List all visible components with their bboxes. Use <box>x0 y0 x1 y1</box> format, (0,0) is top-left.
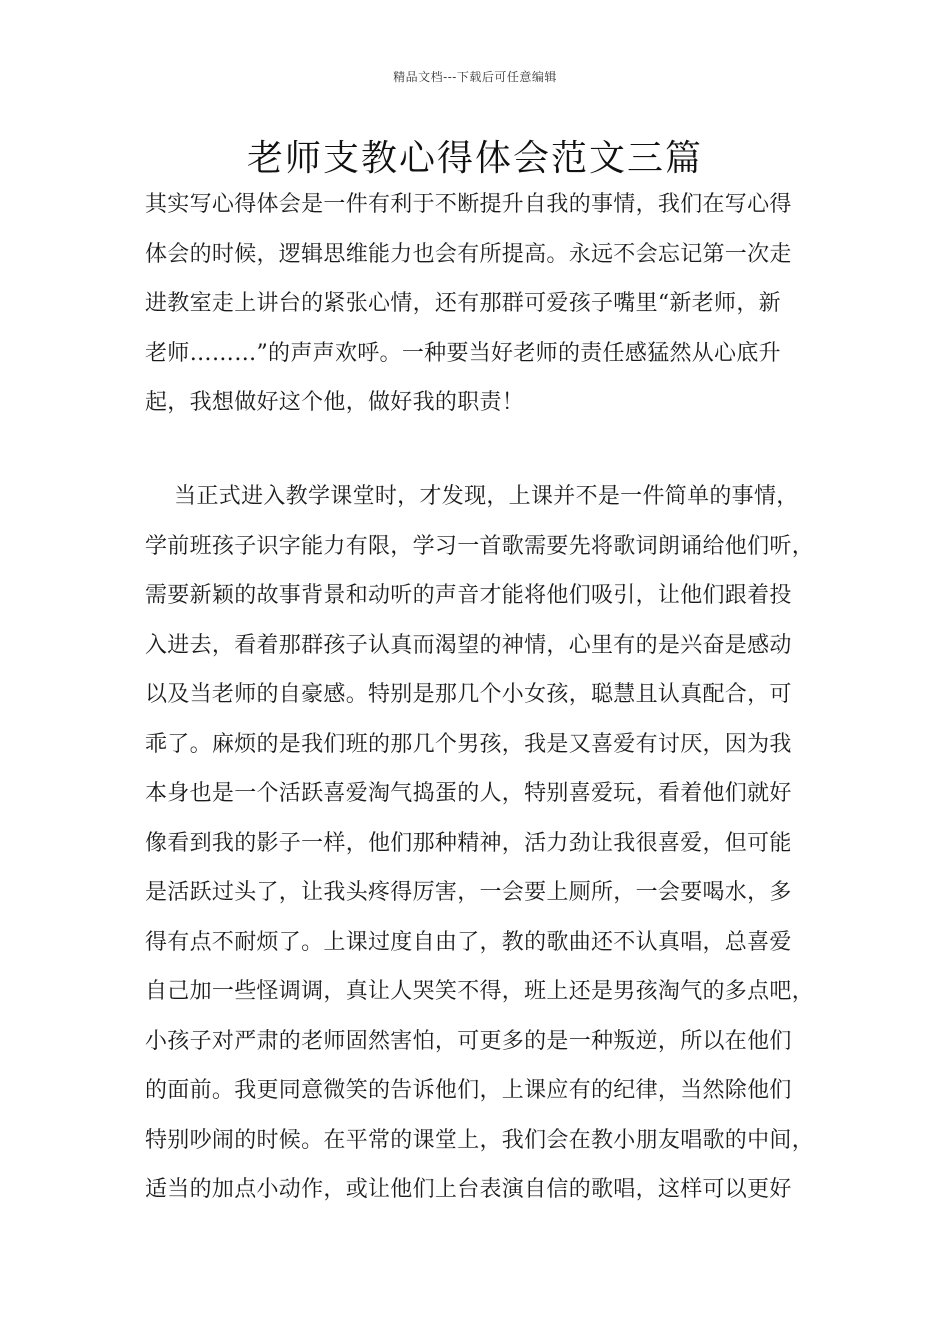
text-line: 得有点不耐烦了。上课过度自由了，教的歌曲还不认真唱，总喜爱 <box>145 929 792 955</box>
header-note: 精品文档---下载后可任意编辑 <box>393 70 557 84</box>
text-line: 起，我想做好这个他，做好我的职责！ <box>145 390 525 415</box>
text-line: 的面前。我更同意微笑的告诉他们，上课应有的纪律，当然除他们 <box>145 1078 792 1103</box>
text-line: 本身也是一个活跃喜爱淘气捣蛋的人，特别喜爱玩，看着他们就好 <box>145 781 792 806</box>
text-line: 老师………”的声声欢呼。一种要当好老师的责任感猛然从心底升 <box>145 340 781 366</box>
text-line: 以及当老师的自豪感。特别是那几个小女孩，聪慧且认真配合，可 <box>145 682 792 707</box>
document-title: 老师支教心得体会范文三篇 <box>246 138 703 179</box>
text-line: 是活跃过头了，让我头疼得厉害，一会要上厕所，一会要喝水，多 <box>145 880 792 905</box>
text-line: 入进去，看着那群孩子认真而渴望的神情，心里有的是兴奋是感动 <box>145 632 792 658</box>
text-line: 适当的加点小动作，或让他们上台表演自信的歌唱，这样可以更好 <box>145 1177 792 1202</box>
paragraph-1 <box>145 180 835 428</box>
text-line: 需要新颖的故事背景和动听的声音才能将他们吸引，让他们跟着投 <box>145 583 792 608</box>
text-line: 像看到我的影子一样，他们那种精神，活力劲让我很喜爱，但可能 <box>145 830 792 856</box>
text-line: 体会的时候，逻辑思维能力也会有所提高。永远不会忘记第一次走 <box>145 241 792 267</box>
text-line: 特别吵闹的时候。在平常的课堂上，我们会在教小朋友唱歌的中间， <box>145 1127 815 1153</box>
text-line: 进教室走上讲台的紧张心情，还有那群可爱孩子嘴里“新老师，新 <box>145 291 781 316</box>
text-line: 自己加一些怪调调，真让人哭笑不得，班上还是男孩淘气的多点吧， <box>145 979 815 1004</box>
text-line: 学前班孩子识字能力有限，学习一首歌需要先将歌词朗诵给他们听， <box>145 533 815 559</box>
paragraph-2 <box>145 472 835 1215</box>
text-line: 当正式进入教学课堂时，才发现，上课并不是一件简单的事情， <box>145 484 799 509</box>
text-line: 其实写心得体会是一件有利于不断提升自我的事情，我们在写心得 <box>145 192 792 217</box>
text-line: 小孩子对严肃的老师固然害怕，可更多的是一种叛逆，所以在他们 <box>145 1028 792 1054</box>
text-line: 乖了。麻烦的是我们班的那几个男孩，我是又喜爱有讨厌，因为我 <box>145 731 792 757</box>
